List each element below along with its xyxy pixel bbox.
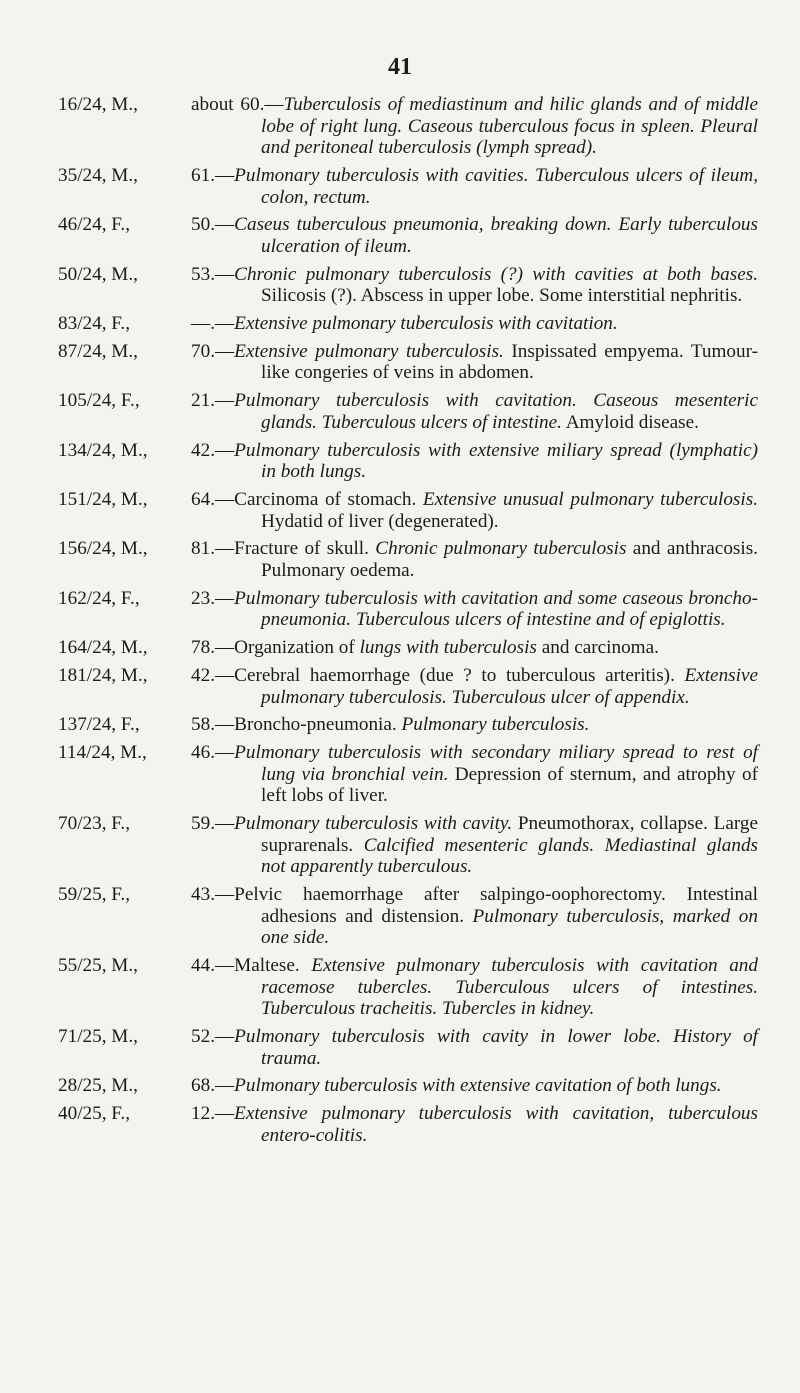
- case-description: [191, 341, 758, 384]
- case-entry: [58, 1103, 758, 1146]
- case-description: [191, 955, 758, 1020]
- case-entry: [58, 714, 758, 736]
- case-entry: [58, 1075, 758, 1097]
- case-entry: [58, 440, 758, 483]
- roman-text: 59.—: [191, 813, 235, 835]
- case-entry: [58, 264, 758, 307]
- italic-text: Pulmonary tuberculosis with cavity in lower lobe. History of trauma.: [234, 1025, 758, 1069]
- italic-text: lungs with tuberculosis: [359, 637, 537, 659]
- roman-text: 46.—: [191, 742, 235, 764]
- case-id: 105/24, F.,: [58, 390, 140, 412]
- page-number: 41: [388, 54, 412, 80]
- case-description: [191, 390, 758, 433]
- case-description: [191, 742, 758, 807]
- roman-text: 21.—: [191, 390, 235, 412]
- case-id: 55/25, M.,: [58, 954, 138, 976]
- italic-text: Extensive pulmonary tuberculosis. Tuberculous ulcer of appendix.: [261, 664, 758, 708]
- roman-text: 52.—: [191, 1025, 235, 1047]
- roman-text: 12.—: [191, 1103, 235, 1125]
- italic-text: Pulmonary tuberculosis with secondary miliary spread to rest of lung via bronchial vein.: [234, 742, 758, 785]
- case-id: 156/24, M.,: [58, 538, 148, 560]
- case-id: 70/23, F.,: [58, 813, 131, 835]
- case-id: 50/24, M.,: [58, 263, 138, 285]
- case-id: 134/24, M.,: [58, 439, 148, 461]
- case-description: [191, 1026, 758, 1069]
- case-list: [58, 94, 758, 1152]
- italic-text: Pulmonary tuberculosis with cavitation. Caseous mesenteric glands. Tuberculous ulcers of intestine.: [234, 390, 758, 433]
- case-entry: [58, 165, 758, 208]
- roman-text: 23.—: [191, 587, 235, 609]
- case-description: [191, 588, 758, 631]
- case-entry: [58, 489, 758, 532]
- roman-text: 68.—: [191, 1075, 235, 1097]
- case-description: [191, 538, 758, 581]
- case-description: [191, 489, 758, 532]
- italic-text: Chronic pulmonary tuberculosis: [375, 538, 627, 560]
- roman-text: 42.—Cerebral haemorrhage (due ? to tuberculous arteritis).: [191, 664, 685, 686]
- case-description: [191, 94, 758, 159]
- italic-text: Extensive pulmonary tuberculosis with cavitation, tuberculous entero-colitis.: [234, 1103, 758, 1146]
- case-id: 16/24, M.,: [58, 94, 138, 115]
- case-id: 137/24, F.,: [58, 714, 140, 736]
- case-entry: [58, 538, 758, 581]
- italic-text: Extensive pulmonary tuberculosis with cavitation and racemose tubercles. Tuberculous ulcers of intestines. Tuberculous tracheitis. Tubercles in kidney.: [261, 954, 758, 1020]
- italic-text: Pulmonary tuberculosis with extensive cavitation of both lungs.: [234, 1075, 722, 1097]
- italic-text: Pulmonary tuberculosis.: [401, 714, 590, 736]
- case-description: [191, 1103, 758, 1146]
- case-id: 40/25, F.,: [58, 1103, 131, 1125]
- case-description: [191, 714, 758, 736]
- case-entry: [58, 884, 758, 949]
- case-entry: [58, 341, 758, 384]
- roman-text: 78.—Organization of: [191, 637, 360, 659]
- roman-text: 43.—Pelvic haemorrhage after salpingo-oophorectomy. Intestinal adhesions and distension.: [191, 884, 758, 927]
- case-id: 59/25, F.,: [58, 884, 131, 905]
- case-id: 46/24, F.,: [58, 214, 131, 236]
- italic-text: Pulmonary tuberculosis, marked on one side.: [261, 905, 758, 949]
- case-description: [191, 264, 758, 307]
- case-entry: [58, 637, 758, 659]
- roman-text: 70.—: [191, 340, 235, 362]
- roman-text: —.—: [191, 313, 235, 335]
- case-id: 35/24, M.,: [58, 164, 138, 186]
- case-id: 151/24, M.,: [58, 489, 148, 510]
- roman-text: Hydatid of liver (degenerated).: [261, 510, 499, 532]
- roman-text: about 60.—: [191, 94, 284, 115]
- italic-text: Pulmonary tuberculosis with extensive miliary spread (lymphatic) in both lungs.: [234, 439, 758, 483]
- case-description: [191, 440, 758, 483]
- case-id: 71/25, M.,: [58, 1025, 138, 1047]
- case-entry: [58, 1026, 758, 1069]
- italic-text: Pulmonary tuberculosis with cavity.: [234, 813, 513, 835]
- roman-text: and carcinoma.: [536, 637, 659, 659]
- case-entry: [58, 390, 758, 433]
- case-description: [191, 214, 758, 257]
- case-id: 28/25, M.,: [58, 1075, 138, 1097]
- italic-text: Extensive unusual pulmonary tuberculosis.: [422, 489, 758, 510]
- case-id: 162/24, F.,: [58, 587, 140, 609]
- case-description: [191, 665, 758, 708]
- case-entry: [58, 955, 758, 1020]
- case-description: [191, 813, 758, 878]
- roman-text: 53.—: [191, 263, 235, 285]
- roman-text: 58.—Broncho-pneumonia.: [191, 714, 402, 736]
- case-entry: [58, 742, 758, 807]
- case-id: 181/24, M.,: [58, 664, 148, 686]
- case-entry: [58, 94, 758, 159]
- case-id: 164/24, M.,: [58, 637, 148, 659]
- italic-text: Extensive pulmonary tuberculosis.: [234, 340, 504, 362]
- case-entry: [58, 588, 758, 631]
- roman-text: Inspissated empyema. Tumour-like congeries of veins in abdomen.: [261, 340, 758, 384]
- italic-text: Tuberculosis of mediastinum and hilic glands and of middle lobe of right lung. Caseous tuberculous focus in spleen. Pleural and peritoneal tuberculosis (lymph spread).: [261, 94, 758, 159]
- case-entry: [58, 813, 758, 878]
- case-description: [191, 165, 758, 208]
- roman-text: 42.—: [191, 439, 235, 461]
- roman-text: Pneumothorax, collapse. Large suprarenals.: [261, 813, 759, 856]
- case-entry: [58, 313, 758, 335]
- roman-text: Silicosis (?). Abscess in upper lobe. Some interstitial nephritis.: [261, 285, 743, 307]
- italic-text: Calcified mesenteric glands. Mediastinal glands not apparently tuberculous.: [261, 834, 758, 878]
- case-description: [191, 313, 758, 335]
- italic-text: Extensive pulmonary tuberculosis with cavitation.: [234, 313, 618, 335]
- roman-text: Amyloid disease.: [561, 411, 699, 433]
- roman-text: 44.—Maltese.: [191, 954, 312, 976]
- roman-text: 50.—: [191, 214, 235, 236]
- roman-text: 81.—Fracture of skull.: [191, 538, 376, 560]
- case-description: [191, 1075, 758, 1097]
- italic-text: Caseus tuberculous pneumonia, breaking down. Early tuberculous ulceration of ileum.: [234, 214, 758, 257]
- roman-text: and anthracosis. Pulmonary oedema.: [261, 538, 758, 581]
- italic-text: Chronic pulmonary tuberculosis (?) with cavities at both bases.: [234, 263, 758, 285]
- case-description: [191, 884, 758, 949]
- italic-text: Pulmonary tuberculosis with cavities. Tuberculous ulcers of ileum, colon, rectum.: [234, 164, 758, 208]
- case-description: [191, 637, 758, 659]
- roman-text: 61.—: [191, 164, 235, 186]
- case-id: 114/24, M.,: [58, 742, 147, 764]
- case-id: 83/24, F.,: [58, 313, 131, 335]
- case-entry: [58, 665, 758, 708]
- roman-text: 64.—Carcinoma of stomach.: [191, 489, 423, 510]
- italic-text: Pulmonary tuberculosis with cavitation and some caseous broncho-pneumonia. Tuberculous ulcers of intestine and of epiglottis.: [234, 587, 758, 631]
- case-id: 87/24, M.,: [58, 340, 138, 362]
- roman-text: Depression of sternum, and atrophy of left lobs of liver.: [261, 763, 758, 807]
- case-entry: [58, 214, 758, 257]
